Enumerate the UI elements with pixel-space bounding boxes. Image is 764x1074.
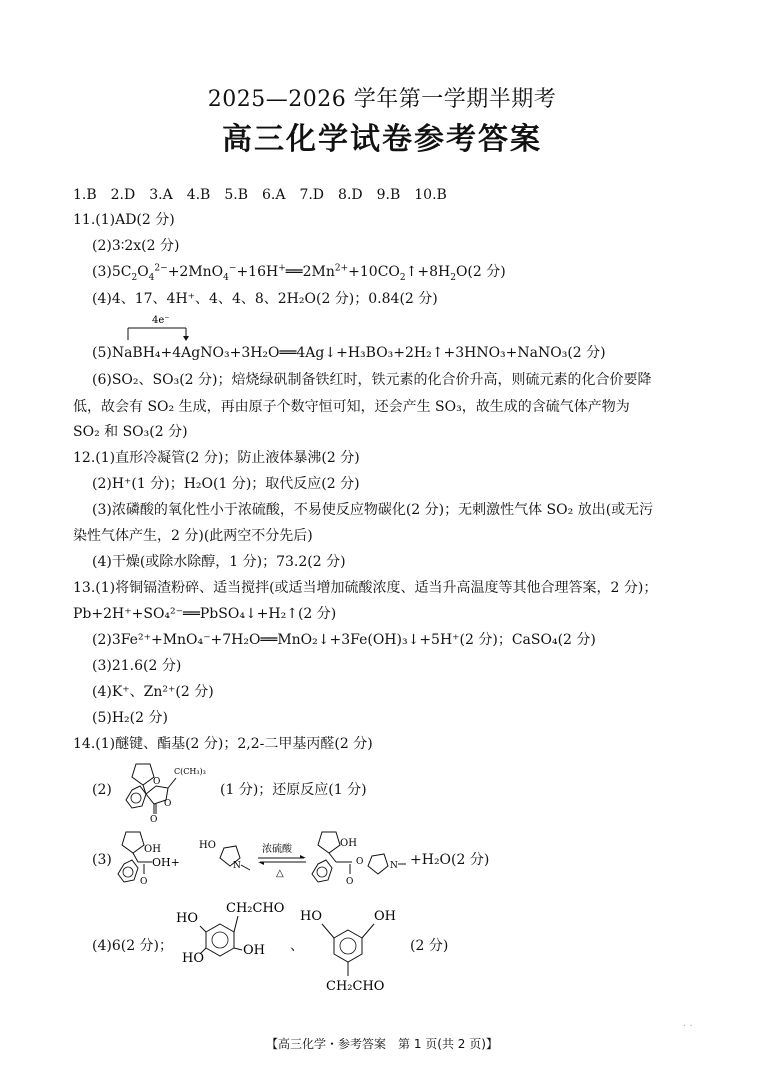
svg-text:N: N <box>390 861 398 871</box>
q12-part2: (2)H⁺(1 分)；H₂O(1 分)；取代反应(2 分) <box>92 476 360 492</box>
q14-part3-number: (3) <box>92 852 112 868</box>
svg-text:O: O <box>153 777 161 787</box>
exam-header-subtitle: 高三化学试卷参考答案 <box>222 122 542 157</box>
svg-text:OH: OH <box>340 838 357 849</box>
svg-text:O: O <box>346 877 354 887</box>
tert-butyl-label: C(CH₃)₃ <box>174 767 206 776</box>
electron-count: 4e⁻ <box>152 315 170 326</box>
q14-part4-isomer2 <box>296 904 416 994</box>
multiple-choice-answers: 1.B 2.D 3.A 4.B 5.B 6.A 7.D 8.D 9.B 10.B <box>73 187 447 203</box>
q11-part1: 11.(1)AD(2 分) <box>73 212 175 228</box>
svg-text:HO: HO <box>176 911 198 926</box>
q11-part2: (2)3∶2x(2 分) <box>92 238 180 254</box>
q12-part3: (3)浓磷酸的氧化性小于浓硫酸，不易使反应物碳化(2 分)；无刺激性气体 SO₂ 放出(或无污 <box>92 502 654 518</box>
q13-part5: (5)H₂(2 分) <box>92 710 168 726</box>
q13-part3: (3)21.6(2 分) <box>92 658 182 674</box>
svg-text:O: O <box>164 799 172 809</box>
q14-part3-answer: +H₂O(2 分) <box>410 852 490 868</box>
svg-text:OH: OH <box>144 844 161 855</box>
svg-text:△: △ <box>276 868 284 879</box>
q14-part4-score: (2 分) <box>410 938 449 954</box>
reaction-condition-label: 浓硫酸 <box>262 844 292 855</box>
q11-part6-line3: SO₂ 和 SO₃(2 分) <box>73 424 188 440</box>
q11-part6-line1: (6)SO₂、SO₃(2 分)；焙烧绿矾制备铁红时，铁元素的化合价升高，则硫元素的化合价要降 <box>92 372 652 388</box>
svg-text:O: O <box>140 877 148 887</box>
q11-part5: (5)NaBH₄+4AgNO₃+3H₂O══4Ag↓+H₃BO₃+2H₂↑+3HNO₃+NaNO₃(2 分) <box>92 345 606 361</box>
svg-text:O: O <box>356 857 364 867</box>
svg-text:HO: HO <box>199 840 216 851</box>
q13-part1-equation: Pb+2H⁺+SO₄²⁻══PbSO₄↓+H₂↑(2 分) <box>73 606 337 622</box>
svg-text:N: N <box>233 861 241 871</box>
q12-part4: (4)干燥(或除水除醇，1 分)；73.2(2 分) <box>92 554 346 570</box>
svg-text:HO: HO <box>182 951 204 966</box>
svg-text:OH: OH <box>243 943 265 958</box>
svg-text:O: O <box>150 815 158 825</box>
q11-part3: $(3)5C_2O_4^{2-}+2MnO_4^-+16H^+══2Mn^{2+}+10CO_2↑+8H_2O(2$ 分) <box>92 263 506 283</box>
q14-part2-number: (2) <box>92 782 112 798</box>
q11-part6-line2: 低，故会有 SO₂ 生成，再由原子个数守恒可知，还会产生 SO₃，故生成的含硫气体产物为 <box>73 399 630 415</box>
q14-part4-number: (4)6(2 分)； <box>92 938 174 954</box>
svg-text:OH: OH <box>374 909 396 924</box>
q12-part3-cont: 染性气体产生，2 分)(此两空不分先后) <box>73 528 313 544</box>
page-footer: 【高三化学・参考答案 第 1 页(共 2 页)】 <box>266 1037 498 1051</box>
q13-part4: (4)K⁺、Zn²⁺(2 分) <box>92 684 214 700</box>
q14-part2-answer: (1 分)；还原反应(1 分) <box>220 782 367 798</box>
q13-part2: (2)3Fe²⁺+MnO₄⁻+7H₂O══MnO₂↓+3Fe(OH)₃↓+5H⁺(2 分)；CaSO₄(2 分) <box>92 632 596 648</box>
svg-text:HO: HO <box>300 909 322 924</box>
q14-part4-isomer1 <box>168 898 285 970</box>
svg-text:CH₂CHO: CH₂CHO <box>226 901 285 916</box>
scan-artifact-dots: . . <box>683 1018 693 1029</box>
svg-text:OH+: OH+ <box>152 856 180 869</box>
q14-part4-separator: 、 <box>290 938 304 954</box>
q13-part1: 13.(1)将铜镉渣粉碎、适当搅拌(或适当增加硫酸浓度、适当升高温度等其他合理答案，2 分)； <box>73 580 658 596</box>
exam-header-title: 2025—2026 学年第一学期半期考 <box>207 87 557 112</box>
q14-part3-reaction <box>114 828 454 892</box>
q11-part4: (4)4、17、4H⁺、4、4、8、2H₂O(2 分)；0.84(2 分) <box>92 291 438 307</box>
svg-text:CH₂CHO: CH₂CHO <box>326 979 385 994</box>
q14-part1: 14.(1)醚键、酯基(2 分)；2,2-二甲基丙醛(2 分) <box>73 736 373 752</box>
q14-part2-structure <box>118 760 228 825</box>
q12-part1: 12.(1)直形冷凝管(2 分)；防止液体暴沸(2 分) <box>73 450 360 466</box>
